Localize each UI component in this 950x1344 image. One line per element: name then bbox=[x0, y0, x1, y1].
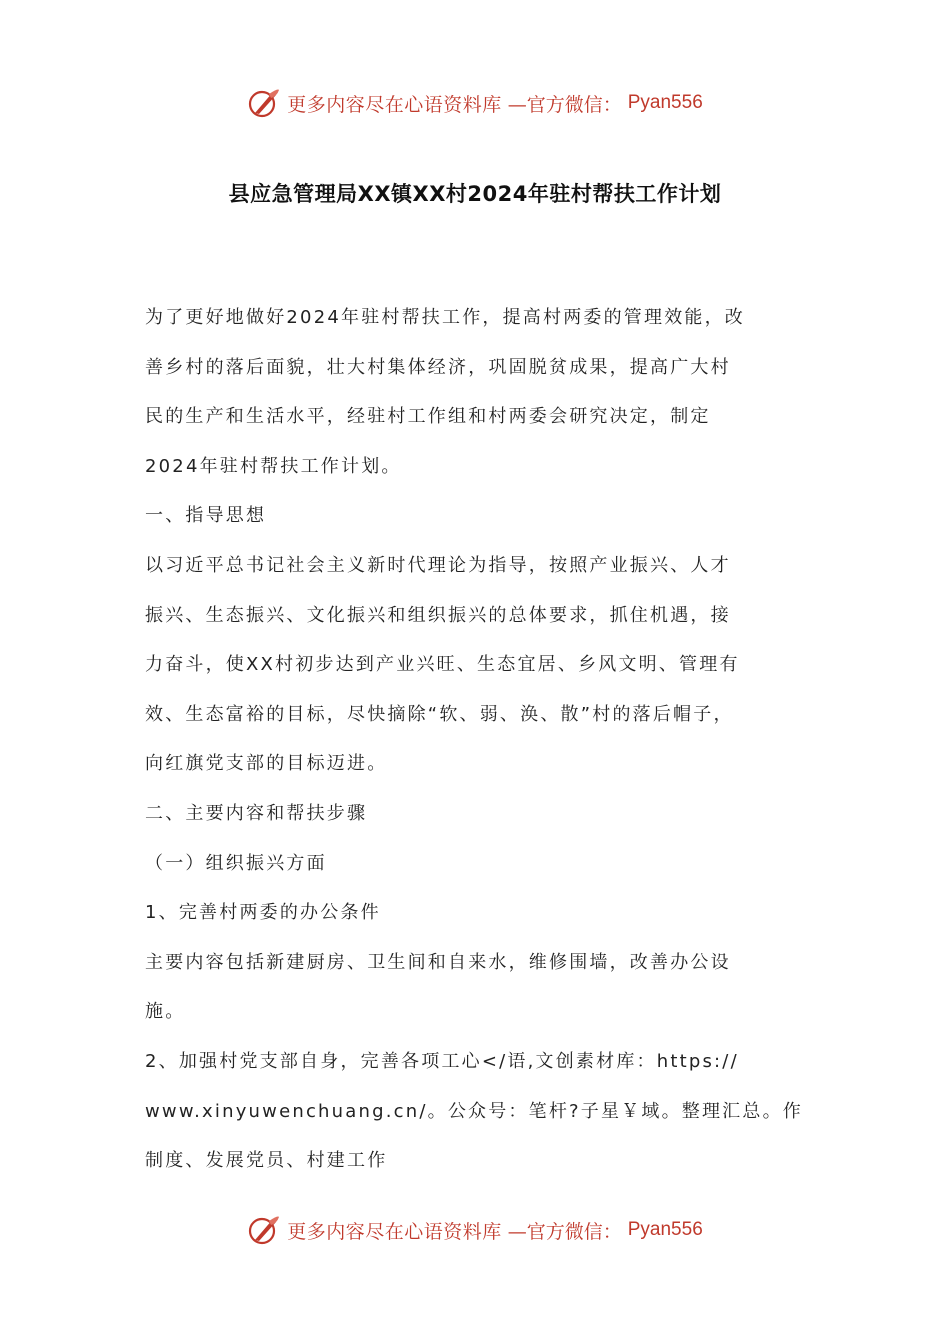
body-line: 施。 bbox=[145, 1001, 186, 1023]
item-heading: 2、加强村党支部自身，完善各项工心</语,文创素材库：https:// bbox=[145, 1050, 739, 1072]
header-banner bbox=[0, 83, 950, 123]
footer-banner-account: Pyan556 bbox=[627, 1219, 703, 1240]
footer-banner bbox=[0, 1210, 950, 1250]
body-line: 善乡村的落后面貌，壮大村集体经济，巩固脱贫成果，提高广大村 bbox=[145, 356, 731, 378]
header-banner-separator: —官方微信： bbox=[507, 93, 622, 116]
body-line: 制度、发展党员、村建工作 bbox=[145, 1150, 388, 1172]
body-line: 振兴、生态振兴、文化振兴和组织振兴的总体要求，抓住机遇，接 bbox=[145, 604, 731, 626]
header-banner-account: Pyan556 bbox=[627, 92, 703, 113]
footer-banner-text: 更多内容尽在心语资料库 bbox=[287, 1220, 502, 1243]
section-heading: 二、主要内容和帮扶步骤 bbox=[145, 802, 368, 824]
footer-banner-separator: —官方微信： bbox=[507, 1220, 622, 1243]
document-title: 县应急管理局XX镇XX村2024年驻村帮扶工作计划 bbox=[228, 182, 722, 206]
body-line: 向红旗党支部的目标迈进。 bbox=[145, 753, 388, 775]
body-line: 民的生产和生活水平，经驻村工作组和村两委会研究决定，制定 bbox=[145, 406, 711, 428]
quill-logo-icon bbox=[247, 86, 281, 120]
body-line: 效、生态富裕的目标，尽快摘除“软、弱、涣、散”村的落后帽子， bbox=[145, 703, 734, 725]
quill-logo-icon bbox=[247, 1213, 281, 1247]
item-heading: 1、完善村两委的办公条件 bbox=[145, 902, 381, 924]
body-line: 以习近平总书记社会主义新时代理论为指导，按照产业振兴、人才 bbox=[145, 554, 731, 576]
document-body bbox=[145, 298, 807, 1191]
header-banner-text: 更多内容尽在心语资料库 bbox=[287, 93, 502, 116]
body-line: 力奋斗，使XX村初步达到产业兴旺、生态宜居、乡风文明、管理有 bbox=[145, 654, 740, 676]
subsection-heading: （一）组织振兴方面 bbox=[145, 852, 327, 874]
body-line: 主要内容包括新建厨房、卫生间和自来水，维修围墙，改善办公设 bbox=[145, 951, 731, 973]
section-heading: 一、指导思想 bbox=[145, 505, 267, 527]
body-line: 2024年驻村帮扶工作计划。 bbox=[145, 455, 402, 477]
body-line: 为了更好地做好2024年驻村帮扶工作，提高村两委的管理效能，改 bbox=[145, 307, 746, 328]
body-line: www.xinyuwenchuang.cn/。公众号：笔杆?子星￥域。整理汇总。作 bbox=[145, 1100, 803, 1122]
